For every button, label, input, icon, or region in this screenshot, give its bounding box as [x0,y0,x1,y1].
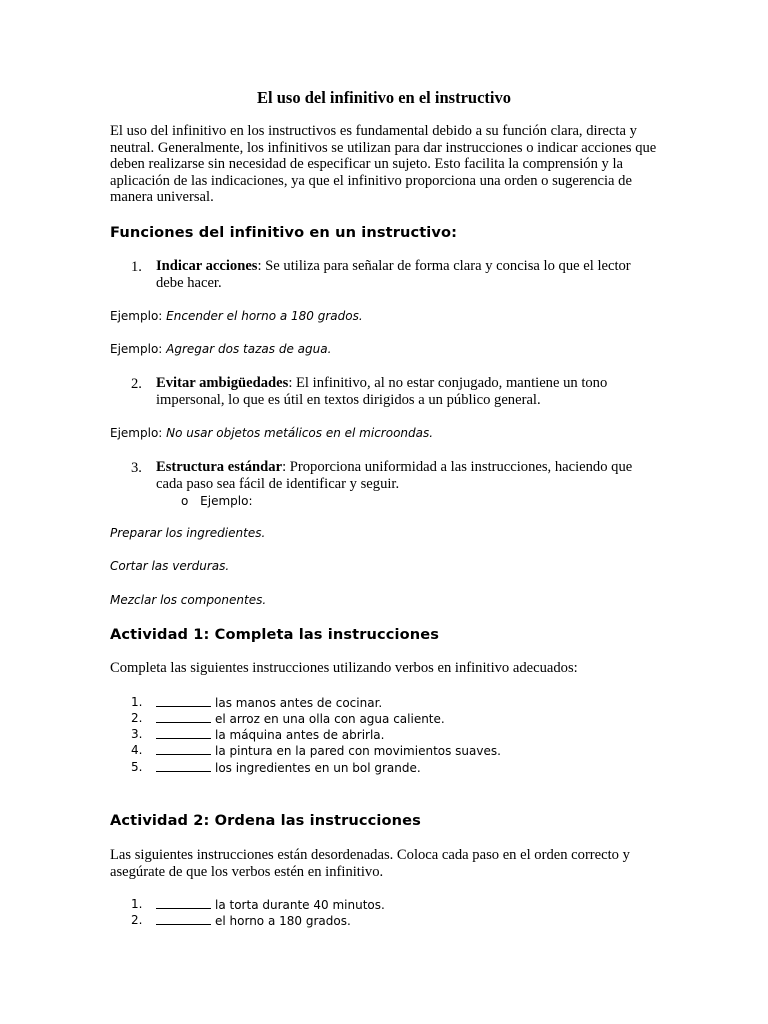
example-text: Cortar las verduras. [110,559,230,573]
list-item [156,743,501,758]
list-item-text: los ingredientes en un bol grande. [215,761,421,775]
activity2-instruction: Las siguientes instrucciones están desordenadas. Coloca cada paso en el orden correcto y asegúrate de que los verbos estén en infinitivo. [110,847,630,880]
list-item [156,711,445,726]
example-text: Agregar dos tazas de agua. [166,342,332,356]
example-text: Preparar los ingredientes. [110,526,266,540]
list-number: 2. [131,711,143,725]
fill-blank [156,711,211,723]
list-number: 2. [131,376,142,392]
list-item-text: : Proporciona uniformidad a las instrucciones, haciendo que cada paso sea fácil de identificar y seguir. [156,459,633,492]
list-item-text: la torta durante 40 minutos. [215,898,385,912]
list-item-text: : Se utiliza para señalar de forma clara y concisa lo que el lector debe hacer. [156,258,631,291]
list-item-term: Evitar ambigüedades [156,375,289,391]
list-number: 2. [131,913,143,927]
section-heading-funciones: Funciones del infinitivo en un instructivo: [110,224,458,241]
list-item-text: las manos antes de cocinar. [215,696,383,710]
example-line [110,526,265,540]
list-item [156,913,351,928]
list-number: 4. [131,743,143,757]
list-item-text: el horno a 180 grados. [215,914,351,928]
fill-blank [156,727,211,739]
document-title: El uso del infinitivo en el instructivo [257,88,511,107]
example-line [110,309,363,323]
example-line [110,559,229,573]
bullet-label: Ejemplo: [200,494,253,508]
list-item [156,258,656,292]
example-text: No usar objetos metálicos en el microondas. [166,426,434,440]
list-item-text: la máquina antes de abrirla. [215,728,385,742]
example-line [110,342,331,356]
fill-blank [156,695,211,707]
example-label: Ejemplo: [110,426,163,440]
fill-blank [156,760,211,772]
list-number: 1. [131,695,143,709]
fill-blank [156,743,211,755]
list-item [156,459,656,493]
list-item-term: Indicar acciones [156,258,258,274]
list-number: 1. [131,259,142,275]
example-label: Ejemplo: [110,309,163,323]
list-number: 1. [131,897,143,911]
section-heading-actividad-2: Actividad 2: Ordena las instrucciones [110,812,421,829]
fill-blank [156,913,211,925]
list-item [156,760,421,775]
section-heading-actividad-1: Actividad 1: Completa las instrucciones [110,626,439,643]
bullet-marker: o [181,494,189,508]
fill-blank [156,897,211,909]
list-item-term: Estructura estándar [156,459,283,475]
sub-bullet [181,494,253,508]
example-text: Encender el horno a 180 grados. [166,309,363,323]
list-item [156,375,656,409]
list-number: 5. [131,760,143,774]
example-label: Ejemplo: [110,342,163,356]
list-number: 3. [131,727,143,741]
list-item [156,695,382,710]
example-text: Mezclar los componentes. [110,593,267,607]
list-number: 3. [131,460,142,476]
intro-paragraph: El uso del infinitivo en los instructivos es fundamental debido a su función clara, directa y neutral. Generalmente, los infinitivos se utilizan para dar instrucciones o indicar acciones que deben realizarse sin necesidad de especificar un sujeto. Esto facilita la comprensión y la aplicación de las indicaciones, ya que el infinitivo proporciona una orden o sugerencia de manera universal. [110,123,657,205]
example-line [110,426,433,440]
list-item-text: : El infinitivo, al no estar conjugado, mantiene un tono impersonal, lo que es útil en textos dirigidos a un público general. [156,375,608,408]
example-line [110,593,266,607]
list-item [156,897,385,912]
list-item-text: la pintura en la pared con movimientos suaves. [215,744,501,758]
activity1-instruction: Completa las siguientes instrucciones utilizando verbos en infinitivo adecuados: [110,660,578,676]
list-item [156,727,384,742]
list-item-text: el arroz en una olla con agua caliente. [215,712,445,726]
